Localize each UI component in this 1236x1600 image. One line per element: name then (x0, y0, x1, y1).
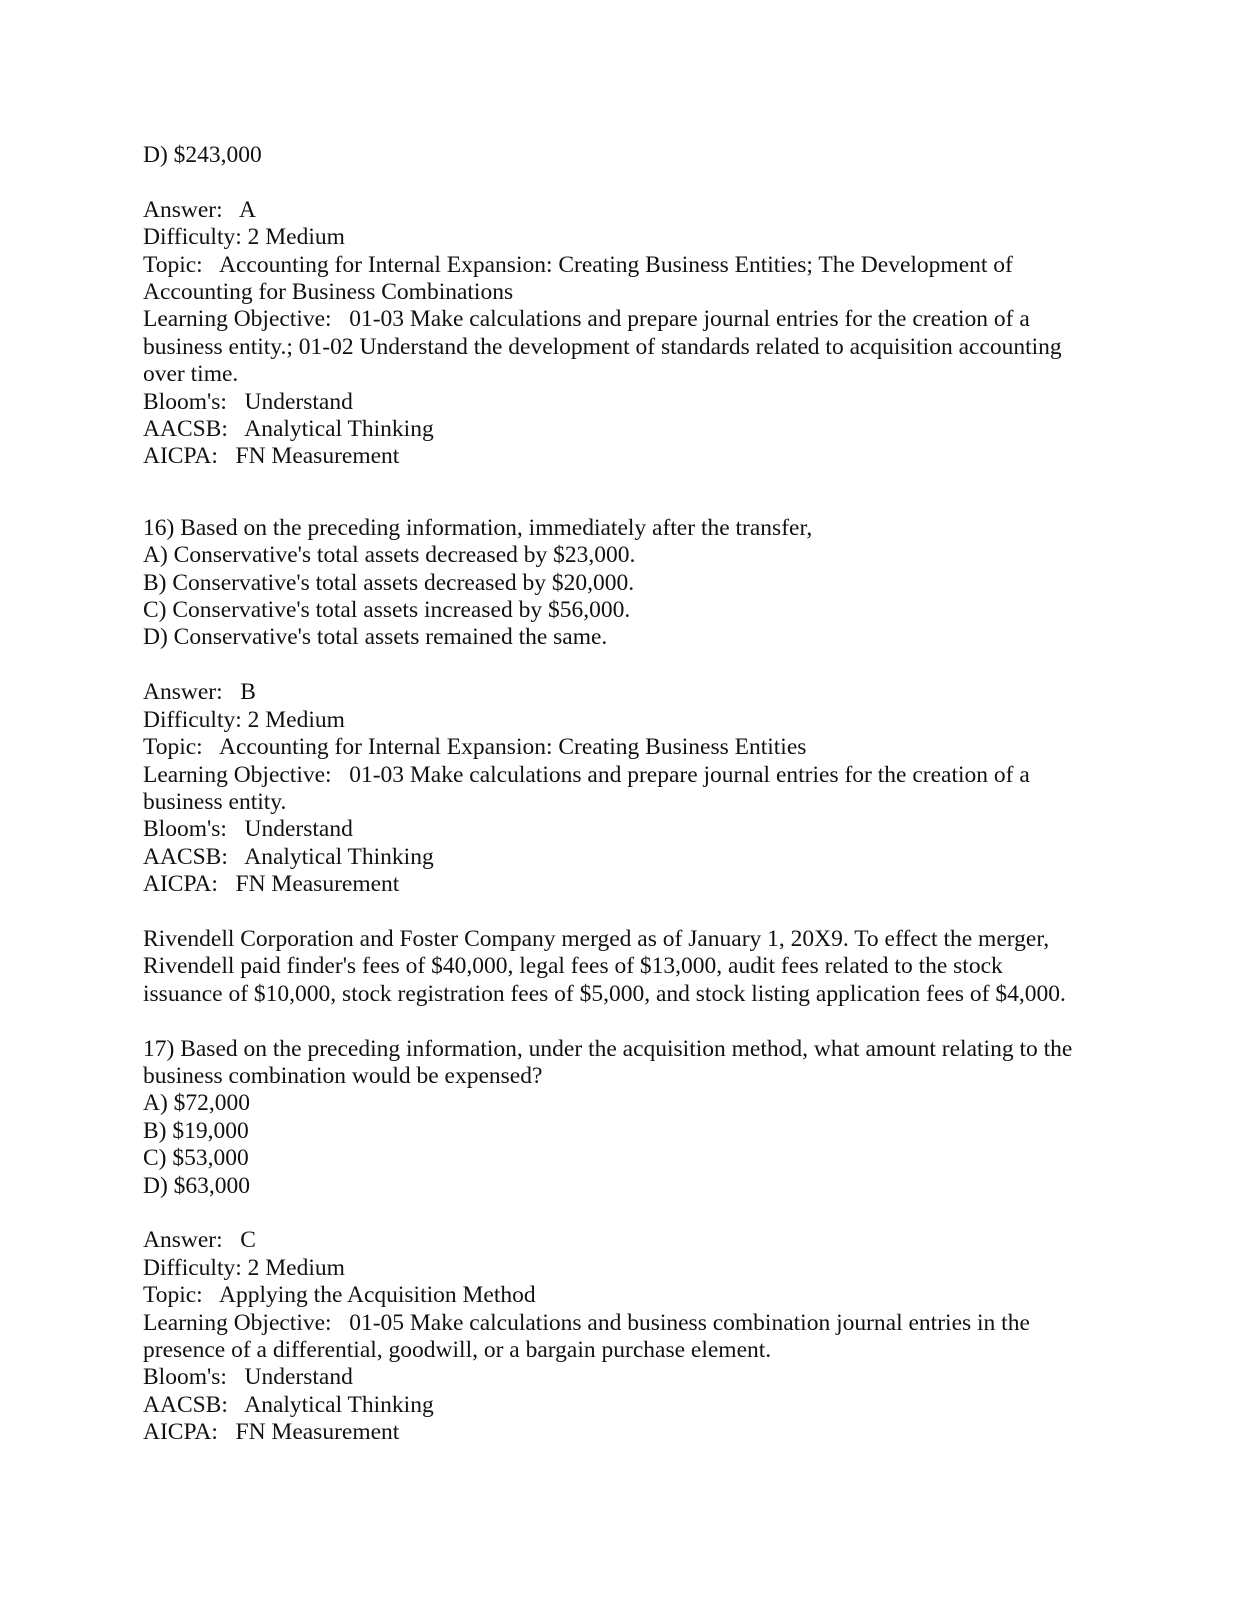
q17-option-d: D) $63,000 (143, 1172, 251, 1199)
q17-option-c: C) $53,000 (143, 1145, 249, 1172)
q16-option-d: D) Conservative's total assets remained the same. (143, 624, 608, 651)
q16-stem: 16) Based on the preceding information, immediately after the transfer, (143, 514, 813, 541)
q17-option-a: A) $72,000 (143, 1090, 251, 1117)
q17-aicpa: AICPA: FN Measurement (143, 1419, 400, 1446)
q16-aacsb: AACSB: Analytical Thinking (143, 843, 434, 870)
q16-aicpa: AICPA: FN Measurement (143, 871, 400, 898)
spacer (143, 899, 1083, 926)
scenario-line-3: issuance of $10,000, stock registration fees of $5,000, and stock listing application fees of $4,000. (143, 980, 1066, 1007)
spacer (143, 652, 1083, 679)
q15-option-d: D) $243,000 (143, 142, 262, 168)
q16-option-c: C) Conservative's total assets increased by $56,000. (143, 597, 631, 624)
scenario-line-1: Rivendell Corporation and Foster Company merged as of January 1, 20X9. To effect the merger, (143, 925, 1050, 952)
q17-learning-objective-line-2: presence of a differential, goodwill, or a bargain purchase element. (143, 1336, 772, 1363)
q16-learning-objective-line-1: Learning Objective: 01-03 Make calculations and prepare journal entries for the creation of a (143, 761, 1030, 788)
q17-answer: Answer: C (143, 1227, 256, 1254)
q15-aacsb: AACSB: Analytical Thinking (143, 416, 434, 443)
q15-learning-objective-line-3: over time. (143, 361, 239, 388)
q17-option-b: B) $19,000 (143, 1117, 249, 1144)
q15-learning-objective-line-1: Learning Objective: 01-03 Make calculations and prepare journal entries for the creation of a (143, 306, 1030, 333)
q16-answer: Answer: B (143, 679, 256, 706)
q15-learning-objective-line-2: business entity.; 01-02 Understand the development of standards related to acquisition accounting (143, 333, 1062, 360)
q15-blooms: Bloom's: Understand (143, 388, 353, 415)
q17-difficulty: Difficulty: 2 Medium (143, 1254, 345, 1281)
q15-answer: Answer: A (143, 196, 256, 223)
q16-topic: Topic: Accounting for Internal Expansion: Creating Business Entities (143, 734, 807, 761)
document-page (143, 142, 1083, 1447)
q16-learning-objective-line-2: business entity. (143, 788, 287, 815)
q15-aicpa: AICPA: FN Measurement (143, 443, 400, 470)
q17-aacsb: AACSB: Analytical Thinking (143, 1391, 434, 1418)
q17-stem-line-1: 17) Based on the preceding information, under the acquisition method, what amount relating to the (143, 1035, 1073, 1062)
scenario-line-2: Rivendell paid finder's fees of $40,000, legal fees of $13,000, audit fees related to the stock (143, 953, 1003, 980)
q16-blooms: Bloom's: Understand (143, 816, 353, 843)
q16-difficulty: Difficulty: 2 Medium (143, 706, 345, 733)
spacer (143, 471, 1083, 515)
q17-learning-objective-line-1: Learning Objective: 01-05 Make calculations and business combination journal entries in the (143, 1309, 1030, 1336)
spacer (143, 1008, 1083, 1035)
q16-option-a: A) Conservative's total assets decreased by $23,000. (143, 542, 636, 569)
q16-option-b: B) Conservative's total assets decreased by $20,000. (143, 569, 635, 596)
q15-topic-line-2: Accounting for Business Combinations (143, 279, 514, 306)
spacer (143, 169, 1083, 196)
q17-topic: Topic: Applying the Acquisition Method (143, 1282, 536, 1309)
q15-topic-line-1: Topic: Accounting for Internal Expansion: Creating Business Entities; The Development of (143, 251, 1013, 278)
q15-difficulty: Difficulty: 2 Medium (143, 224, 345, 251)
q17-stem-line-2: business combination would be expensed? (143, 1062, 543, 1089)
spacer (143, 1200, 1083, 1227)
q17-blooms: Bloom's: Understand (143, 1364, 353, 1391)
